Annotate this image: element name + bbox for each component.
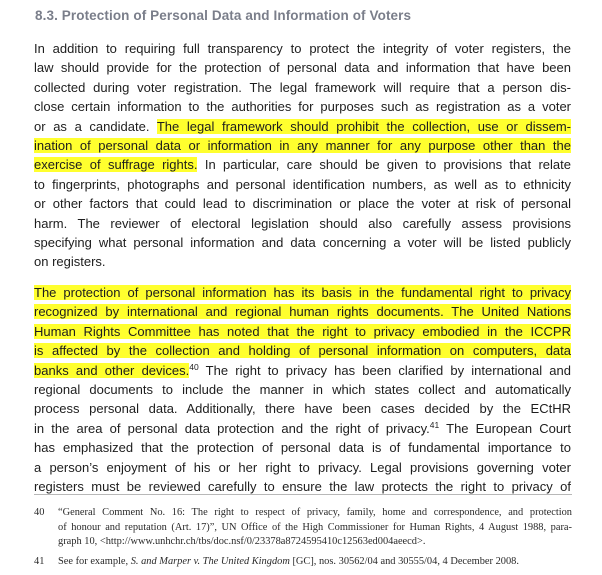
text-run: “General Comment No. 16: The right to respect of privacy, family, home and correspondence, and protection <box>58 507 572 518</box>
text-run: registers must be reviewed carefully to ensure the law protects the right to privacy of <box>34 479 571 495</box>
text-run: to fingerprints, photographs and personal identification numbers, as well as to ethnicity <box>34 176 571 192</box>
para2-line <box>34 361 571 380</box>
para2-line <box>34 341 571 360</box>
para1-line <box>34 78 571 97</box>
highlighted-text: exercise of suffrage rights. <box>34 157 198 173</box>
text-run: [GC], nos. 30562/04 and 30555/04, 4 December 2008. <box>289 556 519 567</box>
para1-line <box>34 39 571 58</box>
footnote-line <box>34 555 572 570</box>
text-run: harm. The reviewer of electoral legislation should also carefully assess provisions <box>34 215 571 231</box>
text-run: close certain information to the authorities for purposes such as registration as a voter <box>34 99 571 115</box>
highlighted-text: recognized by international and regional human rights documents. The United Nations <box>34 304 571 320</box>
text-run: a person’s enjoyment of his or her right to privacy. Legal provisions governing voter <box>34 459 571 475</box>
paragraph-2 <box>34 283 571 496</box>
para2-line <box>34 438 571 457</box>
footnote-40 <box>34 506 572 550</box>
highlighted-text: The legal framework should prohibit the collection, use or dissem- <box>156 118 571 134</box>
footnote-line <box>34 506 572 521</box>
footnote-41 <box>34 555 572 570</box>
text-run: of honour and reputation (Art. 17)”, UN Office of the High Commissioner for Human Rights, 4 August 1988, para- <box>58 521 572 533</box>
para2-line <box>34 419 571 438</box>
footnote-number: 40 <box>34 507 45 518</box>
text-run: on registers. <box>34 254 106 270</box>
text-run: S. and Marper v. The United Kingdom <box>130 556 290 567</box>
para1-line <box>34 252 571 271</box>
text-run: In particular, care should be given to provisions that relate <box>197 157 571 173</box>
highlighted-text: The protection of personal information has its basis in the fundamental right to privacy <box>34 285 571 300</box>
para2-line <box>34 302 571 321</box>
text-run: or other factors that could lead to discrimination or place the voter at risk of personal <box>34 196 571 212</box>
para1-line <box>34 194 571 213</box>
para2-line <box>34 283 571 302</box>
footnote-divider <box>34 494 572 495</box>
para2-line <box>34 380 571 399</box>
text-run: process personal data. Additionally, there have been cases decided by the ECtHR <box>34 401 571 417</box>
footnote-ref: 41 <box>429 419 440 430</box>
para1-line <box>34 175 571 194</box>
text-run: The European Court <box>439 420 572 436</box>
para1-line <box>34 233 571 252</box>
highlighted-text: banks and other devices. <box>34 362 190 378</box>
para1-line <box>34 155 571 174</box>
text-run: In addition to requiring full transparency to protect the integrity of voter registers, the <box>34 41 571 56</box>
section-heading: 8.3. Protection of Personal Data and Information of Voters <box>35 8 412 23</box>
para1-line <box>34 136 571 155</box>
text-run: in the area of personal data protection and the right of privacy. <box>34 420 430 436</box>
para1-line <box>34 117 571 136</box>
para2-line <box>34 458 571 477</box>
para1-line <box>34 58 571 77</box>
footnote-line <box>34 521 572 536</box>
para1-line <box>34 97 571 116</box>
text-run: or as a candidate. <box>34 118 157 134</box>
footnote-ref: 40 <box>189 361 199 372</box>
footnote-line <box>34 535 572 550</box>
text-run: collected during voter registration. The legal framework will require that a person dis- <box>34 79 571 95</box>
para2-line <box>34 322 571 341</box>
footnote-number: 41 <box>34 556 45 567</box>
highlighted-text: Human Rights Committee has noted that the right to privacy embodied in the ICCPR <box>34 323 571 339</box>
text-run: law should provide for the protection of personal data and information that have been <box>34 60 571 76</box>
text-run: See for example, <box>58 556 131 567</box>
paragraph-1 <box>34 39 571 272</box>
para2-line <box>34 399 571 418</box>
text-run: specifying what personal information and data concerning a voter will be listed publicly <box>34 235 571 251</box>
para1-line <box>34 214 571 233</box>
text-run: has emphasized that the protection of personal data is of fundamental importance to <box>34 440 571 456</box>
highlighted-text: is affected by the collection and holding of personal information on computers, data <box>34 343 571 359</box>
text-run: regional documents to include the manner in which states collect and automatically <box>34 382 571 398</box>
text-run: graph 10, <http://www.unhchr.ch/tbs/doc.nsf/0/23378a8724595410c12563ed004aeecd>. <box>58 536 426 548</box>
highlighted-text: ination of personal data or information in any manner for any purpose other than the <box>34 138 571 154</box>
text-run: The right to privacy has been clarified by international and <box>198 362 571 378</box>
